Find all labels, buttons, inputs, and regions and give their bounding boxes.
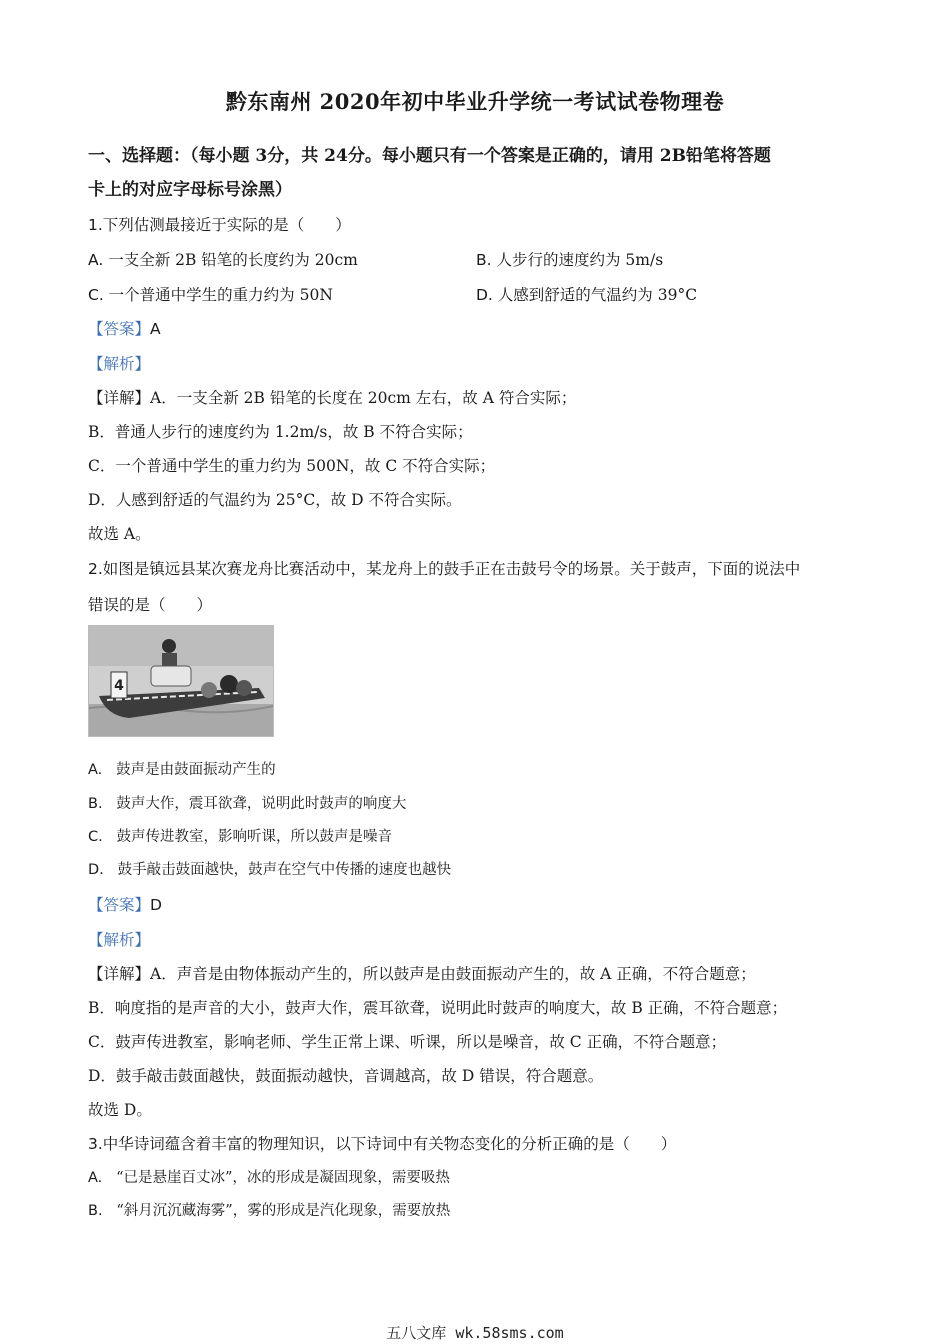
q2-detail-b: B．响度指的是声音的大小，鼓声大作，震耳欲聋，说明此时鼓声的响度大，故 B 正确，不符合题意； <box>88 999 788 1017</box>
detail-text: A．声音是由物体振动产生的，所以鼓声是由鼓面振动产生的，故 A 正确，不符合题意； <box>150 965 756 983</box>
question-number: 2. <box>88 560 103 578</box>
question-2-stem <box>88 560 800 579</box>
answer-tag: 【答案】 <box>88 320 151 338</box>
option-text: 人步行的速度约为 5m/s <box>491 251 664 269</box>
dragon-boat-photo <box>88 625 274 737</box>
q2-detail-a <box>88 965 756 984</box>
q1-conclusion: 故选 A。 <box>88 525 151 543</box>
q1-detail-d: D．人感到舒适的气温约为 25°C，故 D 不符合实际。 <box>88 491 462 509</box>
page-title: 黔东南州 2020年初中毕业升学统一考试试卷物理卷 <box>225 89 725 114</box>
question-number: 3. <box>88 1135 103 1153</box>
option-label: C. <box>88 286 104 304</box>
option-text: 人感到舒适的气温约为 39°C <box>492 286 698 304</box>
q3-option-b <box>88 1203 450 1220</box>
answer-value: D <box>150 896 162 914</box>
option-text: 一个普通中学生的重力约为 50N <box>103 286 333 304</box>
question-number: 1. <box>88 216 103 234</box>
option-text: 鼓声传进教室，影响听课，所以鼓声是噪音 <box>116 829 393 845</box>
q1-option-a <box>88 251 358 270</box>
option-label: A. <box>88 1170 103 1186</box>
q2-option-a <box>88 762 276 779</box>
q2-answer <box>88 896 162 915</box>
q2-detail-d: D．鼓手敲击鼓面越快，鼓面振动越快，音调越高，故 D 错误，符合题意。 <box>88 1067 604 1085</box>
q2-analysis-tag: 【解析】 <box>88 931 151 949</box>
option-label: D. <box>88 862 104 878</box>
q1-option-c <box>88 286 333 305</box>
boat-number: 4 <box>114 678 124 694</box>
question-2-stem-cont: 错误的是（ ） <box>88 596 213 614</box>
question-1-stem <box>88 216 351 235</box>
option-label: B. <box>88 1203 103 1219</box>
option-text: “斜月沉沉藏海雾”，雾的形成是汽化现象，需要放热 <box>116 1203 451 1219</box>
option-text: 鼓手敲击鼓面越快，鼓声在空气中传播的速度也越快 <box>117 862 452 878</box>
q2-option-b <box>88 796 406 813</box>
detail-tag: 【详解】 <box>88 389 151 407</box>
answer-tag: 【答案】 <box>88 896 151 914</box>
q1-detail-b: B．普通人步行的速度约为 1.2m/s，故 B 不符合实际； <box>88 423 473 441</box>
q2-detail-c: C．鼓声传进教室，影响老师、学生正常上课、听课，所以是噪音，故 C 正确，不符合题意； <box>88 1033 727 1051</box>
q1-analysis-tag: 【解析】 <box>88 355 151 373</box>
q2-conclusion: 故选 D。 <box>88 1101 152 1119</box>
question-3-stem <box>88 1135 676 1154</box>
section-heading-line1: 一、选择题：（每小题 3分，共 24分。每小题只有一个答案是正确的，请用 2B铅笔将答题 <box>88 146 771 166</box>
q1-answer <box>88 320 161 339</box>
question-text: 下列估测最接近于实际的是（ ） <box>102 216 351 234</box>
detail-tag: 【详解】 <box>88 965 151 983</box>
question-text: 如图是镇远县某次赛龙舟比赛活动中，某龙舟上的鼓手正在击鼓号令的场景。关于鼓声，下面的说法中 <box>102 560 801 578</box>
answer-value: A <box>150 320 161 338</box>
question-text: 中华诗词蕴含着丰富的物理知识，以下诗词中有关物态变化的分析正确的是（ ） <box>102 1135 677 1153</box>
option-label: A. <box>88 762 103 778</box>
q1-detail-c: C．一个普通中学生的重力约为 500N，故 C 不符合实际； <box>88 457 496 475</box>
footer-watermark: 五八文库 wk.58sms.com <box>386 1324 564 1342</box>
option-label: D. <box>476 286 493 304</box>
q1-detail-a <box>88 389 576 408</box>
q2-option-d <box>88 862 451 879</box>
option-text: “已是悬崖百丈冰”，冰的形成是凝固现象，需要吸热 <box>116 1170 450 1186</box>
detail-text: A．一支全新 2B 铅笔的长度在 20cm 左右，故 A 符合实际； <box>150 389 577 407</box>
option-label: C. <box>88 829 103 845</box>
dragon-boat-illustration <box>89 626 273 736</box>
q2-option-c <box>88 829 392 846</box>
option-label: A. <box>88 251 104 269</box>
q3-option-a <box>88 1170 450 1187</box>
q1-option-d <box>476 286 697 305</box>
section-heading-line2: 卡上的对应字母标号涂黑） <box>88 180 292 200</box>
option-label: B. <box>476 251 492 269</box>
option-text: 鼓声大作，震耳欲聋，说明此时鼓声的响度大 <box>116 796 407 812</box>
option-label: B. <box>88 796 103 812</box>
option-text: 鼓声是由鼓面振动产生的 <box>116 762 276 778</box>
q1-option-b <box>476 251 663 270</box>
option-text: 一支全新 2B 铅笔的长度约为 20cm <box>103 251 358 269</box>
